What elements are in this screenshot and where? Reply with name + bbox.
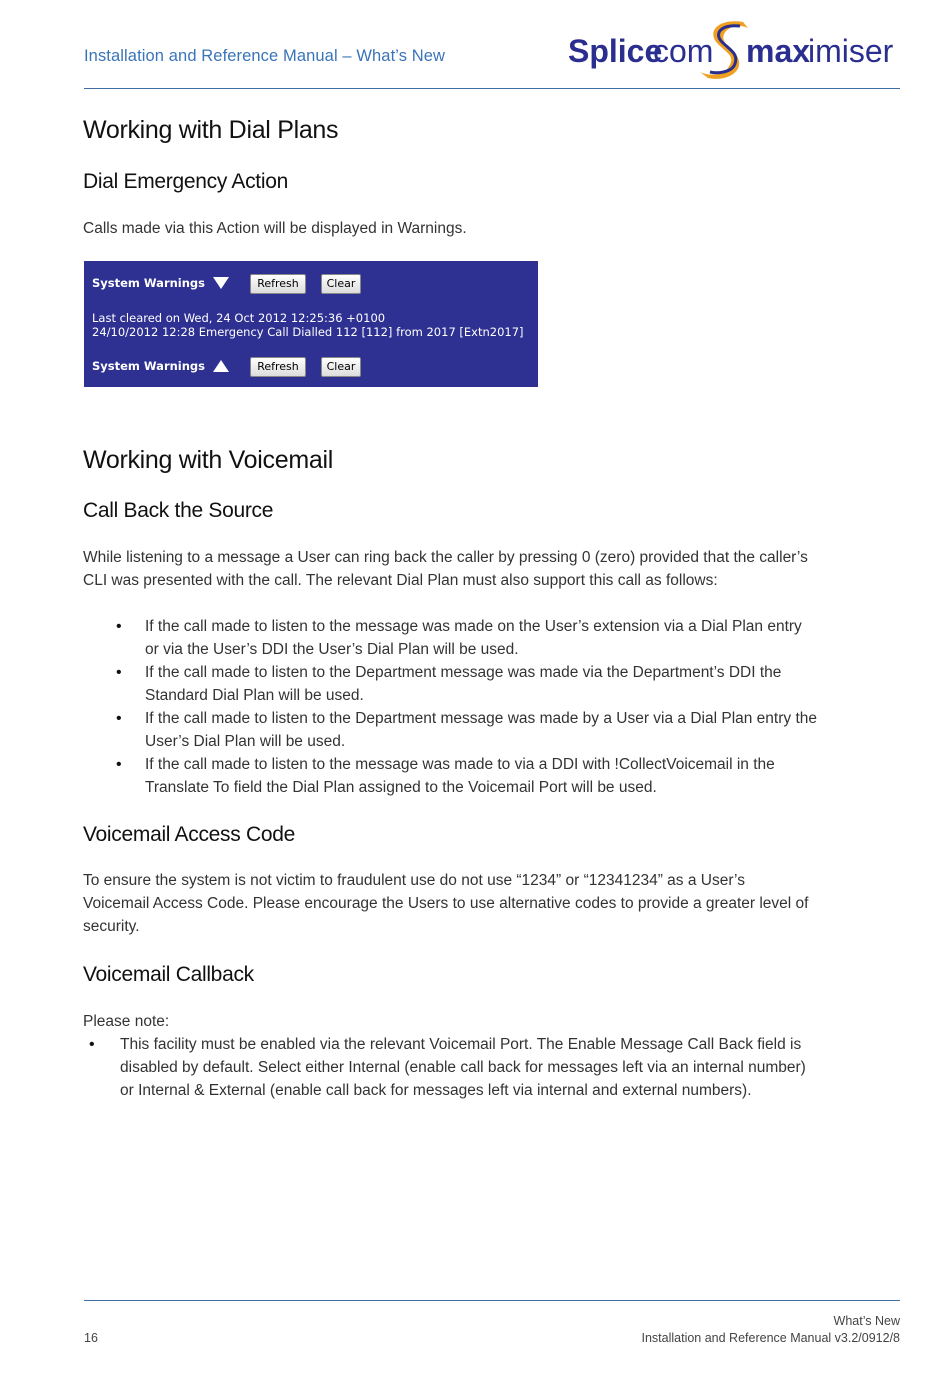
down-arrow-icon[interactable] [211,275,231,291]
access-code-line1: To ensure the system is not victim to fraudulent use do not use “1234” or “12341234” as a User’s [83,872,745,889]
footer-divider [84,1300,900,1301]
bullet-line: If the call made to listen to the message was made on the User’s extension via a Dial Plan entry [145,618,802,635]
logo-max: max [746,33,811,69]
header-divider [84,88,900,89]
dial-emergency-body: Calls made via this Action will be displayed in Warnings. [83,220,467,237]
bullet-line: or via the User’s DDI the User’s Dial Plan will be used. [145,641,519,658]
last-cleared-text: Last cleared on Wed, 24 Oct 2012 12:25:36 +0100 [92,311,386,325]
warnings-header-bottom [92,358,231,374]
clear-button[interactable]: Clear [321,357,361,377]
list-item [83,753,898,799]
logo-com: com [653,33,714,69]
bullet-line: Standard Dial Plan will be used. [145,687,364,704]
bullet-line: User’s Dial Plan will be used. [145,733,346,750]
bullet-line: If the call made to listen to the Department message was made via the Department’s DDI the [145,664,782,681]
access-code-body [83,869,898,938]
clear-button[interactable]: Clear [321,274,361,294]
list-item [83,707,898,753]
logo-splice: Splice [568,33,663,69]
logo-imiser: imiser [808,33,894,69]
system-warnings-panel [84,261,538,387]
splicecom-maximiser-logo [568,12,900,80]
call-back-intro-line2: CLI was presented with the call. The relevant Dial Plan must also support this call as follows: [83,572,718,589]
bullet-icon: • [116,710,122,727]
refresh-button[interactable]: Refresh [250,357,306,377]
bullet-line: Translate To field the Dial Plan assigned to the Voicemail Port will be used. [145,779,657,796]
bullet-line: or Internal & External (enable call back for messages left via internal and external numbers). [120,1082,752,1099]
bullet-line: If the call made to listen to the message was made to via a DDI with !CollectVoicemail in the [145,756,775,773]
header-title: Installation and Reference Manual – What’s New [84,47,446,65]
subsection-title-dial-emergency: Dial Emergency Action [83,170,288,193]
list-item [83,615,898,661]
call-back-intro [83,546,898,592]
warnings-header-top [92,275,231,291]
call-back-bullet-list [83,615,898,799]
callback-note: Please note: [83,1013,170,1030]
subsection-title-access-code: Voicemail Access Code [83,823,295,846]
subsection-title-call-back: Call Back the Source [83,499,274,522]
access-code-line2: Voicemail Access Code. Please encourage the Users to use alternative codes to provide a greater level of [83,895,809,912]
subsection-title-voicemail-callback: Voicemail Callback [83,963,254,986]
system-warnings-label: System Warnings [92,359,206,373]
refresh-button[interactable]: Refresh [250,274,306,294]
footer-manual: Installation and Reference Manual v3.2/0912/8 [641,1331,900,1345]
bullet-line: This facility must be enabled via the relevant Voicemail Port. The Enable Message Call Back field is [120,1036,802,1053]
bullet-icon: • [116,664,122,681]
logo-graphic [568,12,900,80]
system-warnings-label: System Warnings [92,276,206,290]
list-item [83,661,898,707]
bullet-icon: • [116,618,122,635]
access-code-line3: security. [83,918,140,935]
section-title-dial-plans: Working with Dial Plans [83,116,339,144]
list-item [83,1033,898,1102]
page-number: 16 [84,1331,98,1345]
call-back-intro-line1: While listening to a message a User can ring back the caller by pressing 0 (zero) provided that the caller’s [83,549,808,566]
bullet-icon: • [116,756,122,773]
bullet-line: If the call made to listen to the Department message was made by a User via a Dial Plan entry the [145,710,817,727]
bullet-line: disabled by default. Select either Internal (enable call back for messages left via an internal number) [120,1059,806,1076]
section-title-voicemail: Working with Voicemail [83,446,333,474]
bullet-icon: • [89,1036,95,1053]
callback-bullet-list [83,1033,898,1102]
up-arrow-icon[interactable] [211,358,231,374]
warning-entry: 24/10/2012 12:28 Emergency Call Dialled 112 [112] from 2017 [Extn2017] [92,325,524,339]
footer-section: What’s New [833,1314,900,1328]
